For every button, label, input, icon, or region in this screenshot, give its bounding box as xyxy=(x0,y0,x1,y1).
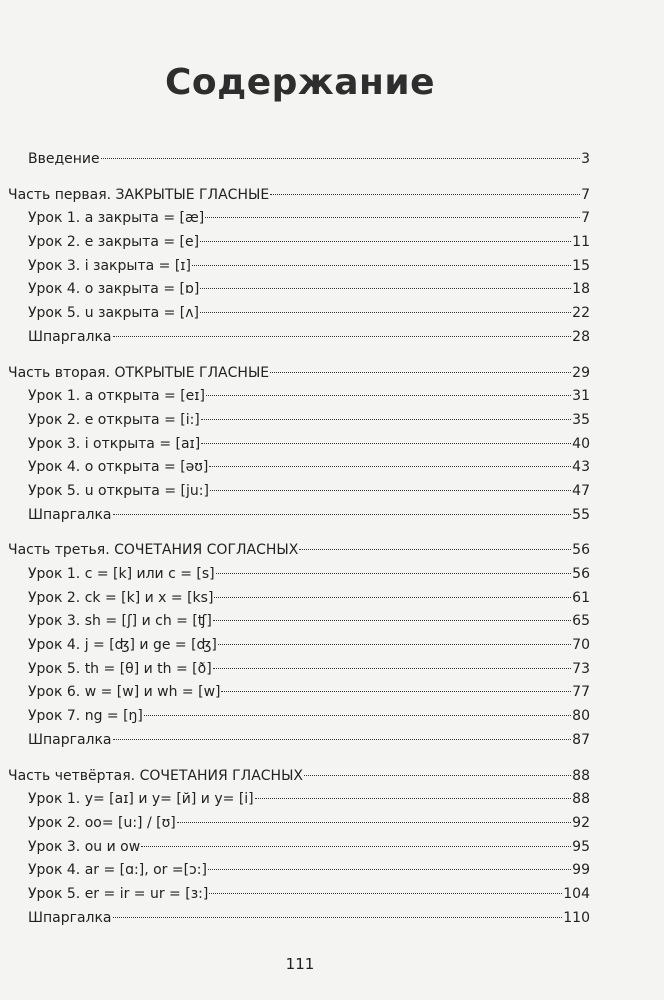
dot-leader xyxy=(200,241,571,242)
toc-entry-label: Шпаргалка xyxy=(28,731,112,748)
toc-entry-page: 22 xyxy=(572,305,590,322)
toc-entry-page: 70 xyxy=(572,637,590,654)
toc-part-heading[interactable] xyxy=(8,184,590,208)
toc-lesson-entry[interactable] xyxy=(8,681,590,705)
toc-entry-page: 7 xyxy=(581,210,590,227)
toc-entry-page: 87 xyxy=(572,731,590,748)
dot-leader xyxy=(208,869,571,870)
dot-leader xyxy=(113,739,572,740)
toc-entry-page: 15 xyxy=(572,257,590,274)
toc-entry-page: 18 xyxy=(572,281,590,298)
toc-lesson-entry[interactable] xyxy=(8,859,590,883)
dot-leader xyxy=(213,620,571,621)
toc-cheatsheet-entry[interactable] xyxy=(8,326,590,350)
toc-lesson-entry[interactable] xyxy=(8,812,590,836)
toc-entry-label: Урок 3. i открыта = [aɪ] xyxy=(28,435,201,452)
toc-entry-page: 61 xyxy=(572,589,590,606)
toc-entry-label: Урок 2. ck = [k] и x = [ks] xyxy=(28,589,214,606)
toc-entry-label: Урок 5. u закрыта = [ʌ] xyxy=(28,305,200,322)
toc-entry-label: Часть четвёртая. СОЧЕТАНИЯ ГЛАСНЫХ xyxy=(8,767,304,784)
toc-entry-label: Урок 3. sh = [ʃ] и ch = [ʧ] xyxy=(28,613,212,630)
dot-leader xyxy=(206,395,571,396)
page-number: 111 xyxy=(285,955,315,973)
toc-lesson-entry[interactable] xyxy=(8,563,590,587)
toc-entry-intro[interactable] xyxy=(8,148,590,172)
dot-leader xyxy=(201,443,571,444)
toc-entry-page: 47 xyxy=(572,482,590,499)
toc-entry-label: Урок 4. o открыта = [əʊ] xyxy=(28,459,209,476)
toc-entry-page: 104 xyxy=(563,885,590,902)
toc-entry-label: Урок 5. u открыта = [ju:] xyxy=(28,482,209,499)
dot-leader xyxy=(200,288,571,289)
table-of-contents xyxy=(8,148,590,930)
toc-entry-label: Урок 1. a открыта = [eɪ] xyxy=(28,388,205,405)
dot-leader xyxy=(214,597,571,598)
toc-lesson-entry[interactable] xyxy=(8,456,590,480)
dot-leader xyxy=(304,775,571,776)
dot-leader xyxy=(201,419,571,420)
toc-cheatsheet-entry[interactable] xyxy=(8,907,590,931)
dot-leader xyxy=(213,668,572,669)
toc-part-heading[interactable] xyxy=(8,539,590,563)
toc-entry-label: Урок 2. e закрыта = [e] xyxy=(28,234,200,251)
toc-entry-label: Шпаргалка xyxy=(28,506,112,523)
toc-entry-label: Часть первая. ЗАКРЫТЫЕ ГЛАСНЫЕ xyxy=(8,186,270,203)
toc-entry-page: 35 xyxy=(572,411,590,428)
dot-leader xyxy=(270,194,580,195)
toc-lesson-entry[interactable] xyxy=(8,480,590,504)
toc-entry-page: 92 xyxy=(572,814,590,831)
toc-entry-page: 29 xyxy=(572,364,590,381)
toc-entry-page: 95 xyxy=(572,838,590,855)
toc-entry-page: 56 xyxy=(572,566,590,582)
dot-leader xyxy=(209,466,571,467)
toc-entry-page: 77 xyxy=(572,684,590,701)
toc-entry-label: Часть третья. СОЧЕТАНИЯ СОГЛАСНЫХ xyxy=(8,542,299,559)
toc-part-heading[interactable] xyxy=(8,765,590,789)
toc-part-heading[interactable] xyxy=(8,362,590,386)
dot-leader xyxy=(205,217,580,218)
toc-entry-page: 55 xyxy=(572,506,590,523)
dot-leader xyxy=(209,893,562,894)
dot-leader xyxy=(221,691,571,692)
toc-entry-page: 99 xyxy=(572,862,590,879)
toc-lesson-entry[interactable] xyxy=(8,587,590,611)
toc-entry-page: 43 xyxy=(572,459,590,476)
toc-entry-page: 40 xyxy=(572,435,590,452)
dot-leader xyxy=(113,917,563,918)
toc-lesson-entry[interactable] xyxy=(8,409,590,433)
dot-leader xyxy=(177,822,571,823)
dot-leader xyxy=(255,798,572,799)
toc-entry-label: Урок 7. ng = [ŋ] xyxy=(28,708,143,725)
toc-lesson-entry[interactable] xyxy=(8,255,590,279)
toc-entry-page: 11 xyxy=(572,234,590,251)
toc-entry-label: Урок 1. a закрыта = [æ] xyxy=(28,210,205,227)
toc-entry-page: 56 xyxy=(572,542,590,559)
toc-lesson-entry[interactable] xyxy=(8,302,590,326)
toc-lesson-entry[interactable] xyxy=(8,788,590,812)
toc-entry-label: Урок 1. c = [k] или c = [s] xyxy=(28,566,215,582)
section-gap xyxy=(8,350,590,362)
toc-lesson-entry[interactable] xyxy=(8,634,590,658)
toc-entry-page: 73 xyxy=(572,660,590,677)
dot-leader xyxy=(192,265,571,266)
toc-cheatsheet-entry[interactable] xyxy=(8,729,590,753)
toc-entry-label: Часть вторая. ОТКРЫТЫЕ ГЛАСНЫЕ xyxy=(8,364,270,381)
section-gap xyxy=(8,527,590,539)
toc-entry-label: Урок 2. e открыта = [i:] xyxy=(28,411,200,428)
dot-leader xyxy=(299,549,571,550)
dot-leader xyxy=(210,490,571,491)
toc-lesson-entry[interactable] xyxy=(8,836,590,860)
toc-entry-label: Урок 4. j = [ʤ] и ge = [ʤ] xyxy=(28,637,217,654)
toc-entry-label: Шпаргалка xyxy=(28,909,112,926)
toc-entry-label: Урок 4. o закрыта = [ɒ] xyxy=(28,281,200,298)
toc-lesson-entry[interactable] xyxy=(8,278,590,302)
toc-entry-page: 31 xyxy=(572,388,590,405)
toc-lesson-entry[interactable] xyxy=(8,207,590,231)
toc-entry-page: 88 xyxy=(572,767,590,784)
toc-lesson-entry[interactable] xyxy=(8,433,590,457)
toc-entry-label: Урок 5. er = ir = ur = [ɜ:] xyxy=(28,885,209,902)
toc-entry-page: 110 xyxy=(563,909,590,926)
page-title: Содержание xyxy=(164,62,436,103)
toc-lesson-entry[interactable] xyxy=(8,883,590,907)
toc-entry-label: Урок 4. ar = [ɑ:], or =[ɔ:] xyxy=(28,862,207,879)
toc-entry-label: Урок 1. y= [aɪ] и y= [й] и y= [i] xyxy=(28,791,254,808)
section-gap xyxy=(8,753,590,765)
toc-lesson-entry[interactable] xyxy=(8,231,590,255)
toc-entry-page: 80 xyxy=(572,708,590,725)
toc-entry-page: 7 xyxy=(581,186,590,203)
toc-entry-label: Введение xyxy=(28,151,100,167)
dot-leader xyxy=(141,846,571,847)
dot-leader xyxy=(113,514,572,515)
toc-lesson-entry[interactable] xyxy=(8,658,590,682)
toc-entry-label: Шпаргалка xyxy=(28,328,112,345)
dot-leader xyxy=(113,336,572,337)
dot-leader xyxy=(200,312,571,313)
dot-leader xyxy=(216,573,572,574)
toc-entry-label: Урок 2. oo= [u:] / [ʊ] xyxy=(28,814,176,831)
toc-entry-label: Урок 6. w = [w] и wh = [w] xyxy=(28,684,221,701)
dot-leader xyxy=(144,715,571,716)
toc-entry-page: 3 xyxy=(581,151,590,167)
section-gap xyxy=(8,172,590,184)
toc-entry-label: Урок 5. th = [θ] и th = [ð] xyxy=(28,660,212,677)
toc-entry-page: 28 xyxy=(572,328,590,345)
dot-leader xyxy=(218,644,571,645)
toc-entry-label: Урок 3. i закрыта = [ɪ] xyxy=(28,257,191,274)
toc-lesson-entry[interactable] xyxy=(8,705,590,729)
dot-leader xyxy=(270,372,571,373)
toc-lesson-entry[interactable] xyxy=(8,385,590,409)
toc-lesson-entry[interactable] xyxy=(8,610,590,634)
toc-entry-label: Урок 3. ou и ow xyxy=(28,838,141,855)
toc-cheatsheet-entry[interactable] xyxy=(8,504,590,528)
toc-entry-page: 88 xyxy=(572,791,590,808)
dot-leader xyxy=(101,158,580,159)
toc-entry-page: 65 xyxy=(572,613,590,630)
